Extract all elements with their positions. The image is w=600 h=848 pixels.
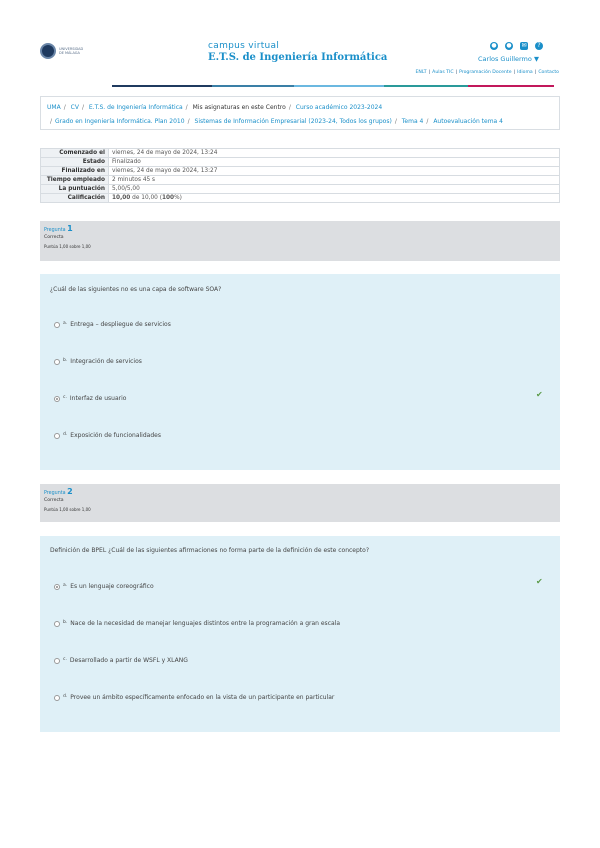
summary-label: Comenzado el <box>41 149 109 158</box>
radio-button[interactable] <box>54 359 60 365</box>
breadcrumb-item[interactable]: Grado en Ingeniería Informática. Plan 2010 <box>55 118 185 125</box>
summary-label: Finalizado en <box>41 167 109 176</box>
radio-button-checked[interactable] <box>54 584 60 590</box>
question-info <box>40 484 560 522</box>
attempt-summary <box>40 148 560 203</box>
answer-option[interactable] <box>54 694 334 701</box>
grade-rest: de 10,00 ( <box>130 195 162 201</box>
answer-text: Desarrollado a partir de WSFL y XLANG <box>69 657 188 664</box>
link-programacion[interactable]: Programación Docente <box>459 70 512 75</box>
summary-value: Finalizado <box>109 158 560 167</box>
answer-letter: c. <box>63 395 67 400</box>
answer-option[interactable] <box>54 620 340 627</box>
answer-text: Entrega – despliegue de servicios <box>70 321 171 328</box>
summary-value: viernes, 24 de mayo de 2024, 13:27 <box>109 167 560 176</box>
question-info <box>40 221 560 261</box>
logo-icon <box>40 43 56 59</box>
answer-option[interactable] <box>54 321 171 328</box>
question-content <box>40 274 560 470</box>
question-content <box>40 536 560 732</box>
answer-option[interactable] <box>54 358 142 365</box>
answer-letter: b. <box>63 620 68 625</box>
answer-letter: d. <box>63 432 68 437</box>
breadcrumb: UMA / CV / E.T.S. de Ingeniería Informática / Mis asignaturas en este Centro / Curso académico 2023-2024 / Grado en Ingeniería Informática. Plan 2010 / Sistemas de Información Empresarial (2023-24, Todos los grupos) / Tema 4 / Autoevaluación tema 4 <box>40 96 560 130</box>
school-title[interactable]: E.T.S. de Ingeniería Informática <box>208 52 388 63</box>
summary-row <box>41 149 560 158</box>
grade-percent: 100 <box>161 195 175 201</box>
summary-row <box>41 158 560 167</box>
breadcrumb-item[interactable]: Autoevaluación tema 4 <box>433 118 503 125</box>
breadcrumb-item[interactable]: Tema 4 <box>401 118 424 125</box>
answer-option[interactable] <box>54 657 188 664</box>
answer-text: Integración de servicios <box>70 358 142 365</box>
color-bar-segment <box>212 85 294 87</box>
answer-text: Nace de la necesidad de manejar lenguajes distintos entre la programación a gran escala <box>70 620 341 627</box>
color-bar-segment <box>112 85 212 87</box>
radio-button[interactable] <box>54 695 60 701</box>
color-bar-segment <box>468 85 554 87</box>
question-state: Correcta <box>44 235 64 240</box>
radio-button[interactable] <box>54 433 60 439</box>
breadcrumb-item[interactable]: E.T.S. de Ingeniería Informática <box>88 104 183 111</box>
question-number: Pregunta 1 <box>44 224 73 233</box>
grade-end: %) <box>174 195 182 201</box>
answer-text: Provee un ámbito específicamente enfocado en la vista de un participante en particular <box>70 694 335 701</box>
radio-button-checked[interactable] <box>54 396 60 402</box>
question-grade: Puntúa 1,00 sobre 1,00 <box>44 244 91 249</box>
top-links: ENLT | Aulas TIC | Programación Docente | Idioma | Contacto <box>415 70 559 75</box>
answer-option[interactable] <box>54 432 161 439</box>
answer-letter: c. <box>63 657 67 662</box>
question-text: Definición de BPEL ¿Cuál de las siguientes afirmaciones no forma parte de la definición de este concepto? <box>50 547 370 554</box>
user-name: Carlos Guillermo <box>478 55 532 63</box>
answer-option[interactable] <box>54 395 126 402</box>
breadcrumb-item[interactable]: Sistemas de Información Empresarial (2023-24, Todos los grupos) <box>194 118 392 125</box>
help-icon[interactable]: ? <box>535 42 543 50</box>
link-idioma[interactable]: Idioma <box>517 70 533 75</box>
answer-letter: d. <box>63 694 68 699</box>
answer-option[interactable] <box>54 583 154 590</box>
bell-icon[interactable]: ● <box>491 42 497 49</box>
summary-row <box>41 194 560 203</box>
summary-label: Estado <box>41 158 109 167</box>
breadcrumb-item[interactable]: UMA <box>47 104 61 111</box>
correct-check-icon: ✔ <box>536 390 543 399</box>
link-aulas-tic[interactable]: Aulas TIC <box>432 70 454 75</box>
header-icons <box>490 42 543 50</box>
grade-value: 10,00 <box>112 195 131 201</box>
summary-value: 5,00/5,00 <box>109 185 560 194</box>
answer-letter: a. <box>63 583 68 588</box>
question-number: Pregunta 2 <box>44 487 73 496</box>
radio-button[interactable] <box>54 621 60 627</box>
summary-label: La puntuación <box>41 185 109 194</box>
answer-text: Interfaz de usuario <box>69 395 127 402</box>
university-logo[interactable] <box>40 42 92 60</box>
question-grade: Puntúa 1,00 sobre 1,00 <box>44 507 91 512</box>
chevron-down-icon: ▼ <box>533 55 539 63</box>
page-header <box>0 0 600 86</box>
breadcrumb-item[interactable]: Curso académico 2023-2024 <box>295 104 383 111</box>
color-bar-segment <box>384 85 468 87</box>
answer-letter: b. <box>63 358 68 363</box>
breadcrumb-item[interactable]: CV <box>70 104 79 111</box>
link-contacto[interactable]: Contacto <box>538 70 559 75</box>
question-text: ¿Cuál de las siguientes no es una capa de software SOA? <box>50 286 222 293</box>
summary-row <box>41 185 560 194</box>
answer-letter: a. <box>63 321 68 326</box>
summary-row <box>41 167 560 176</box>
summary-value: 2 minutos 45 s <box>109 176 560 185</box>
color-bar-segment <box>294 85 384 87</box>
summary-value <box>109 194 560 203</box>
summary-value: viernes, 24 de mayo de 2024, 13:24 <box>109 149 560 158</box>
chat-icon[interactable]: ● <box>506 42 512 49</box>
answer-text: Es un lenguaje coreográfico <box>70 583 154 590</box>
logo-text: UNIVERSIDAD DE MÁLAGA <box>59 47 84 55</box>
radio-button[interactable] <box>54 658 60 664</box>
summary-label: Tiempo empleado <box>41 176 109 185</box>
answer-text: Exposición de funcionalidades <box>70 432 161 439</box>
summary-row <box>41 176 560 185</box>
correct-check-icon: ✔ <box>536 577 543 586</box>
color-bar-segment <box>40 85 112 87</box>
breadcrumb-item[interactable]: Mis asignaturas en este Centro <box>192 104 286 111</box>
summary-label: Calificación <box>41 194 109 203</box>
user-menu[interactable] <box>478 55 539 63</box>
campus-title: campus virtual <box>208 41 280 51</box>
radio-button[interactable] <box>54 322 60 328</box>
question-state: Correcta <box>44 498 64 503</box>
mail-icon[interactable]: ✉ <box>521 42 527 49</box>
link-enlt[interactable]: ENLT <box>415 70 427 75</box>
